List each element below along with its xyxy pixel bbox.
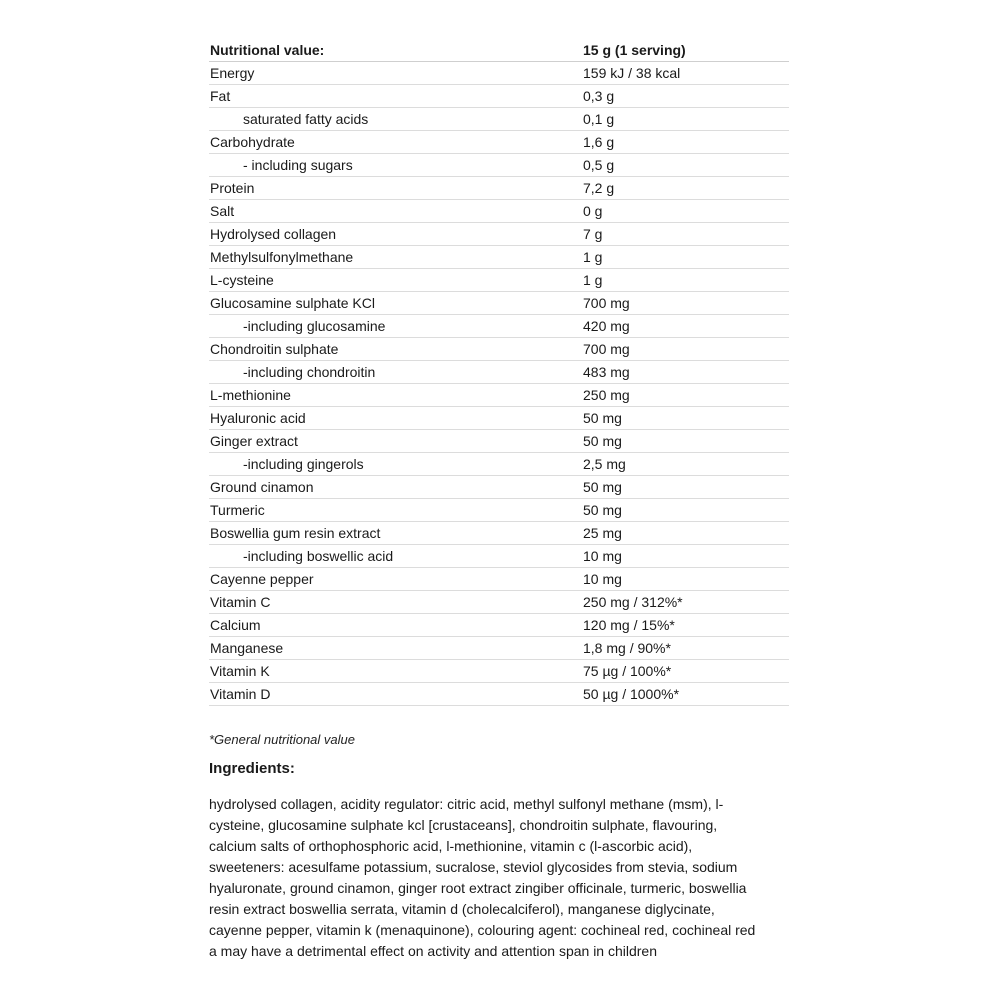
table-row bbox=[209, 476, 789, 499]
ingredients-line: a may have a detrimental effect on activity and attention span in children bbox=[209, 943, 658, 959]
nutrient-value: 50 mg bbox=[582, 499, 789, 522]
nutrient-label: - including sugars bbox=[209, 154, 582, 177]
nutrient-label: Turmeric bbox=[209, 499, 582, 522]
nutrient-value: 1,8 mg / 90%* bbox=[582, 637, 789, 660]
nutrient-value: 50 mg bbox=[582, 430, 789, 453]
nutrient-label: Ground cinamon bbox=[209, 476, 582, 499]
table-row bbox=[209, 683, 789, 706]
nutrient-label: Carbohydrate bbox=[209, 131, 582, 154]
table-row bbox=[209, 660, 789, 683]
table-row bbox=[209, 614, 789, 637]
ingredients-line: hydrolysed collagen, acidity regulator: citric acid, methyl sulfonyl methane (msm), l- bbox=[209, 796, 724, 812]
nutrient-value: 2,5 mg bbox=[582, 453, 789, 476]
ingredients-text bbox=[209, 794, 789, 962]
nutrient-label: Ginger extract bbox=[209, 430, 582, 453]
nutrient-value: 1 g bbox=[582, 246, 789, 269]
nutrient-value: 483 mg bbox=[582, 361, 789, 384]
table-header-row bbox=[209, 39, 789, 62]
header-label: Nutritional value: bbox=[209, 39, 582, 62]
table-row bbox=[209, 62, 789, 85]
nutrient-label: L-methionine bbox=[209, 384, 582, 407]
nutrient-label: Methylsulfonylmethane bbox=[209, 246, 582, 269]
table-row bbox=[209, 246, 789, 269]
nutrient-value: 7,2 g bbox=[582, 177, 789, 200]
table-row bbox=[209, 315, 789, 338]
table-row bbox=[209, 177, 789, 200]
nutrient-label: Protein bbox=[209, 177, 582, 200]
nutrient-label: Chondroitin sulphate bbox=[209, 338, 582, 361]
nutrition-document bbox=[209, 39, 789, 962]
table-row bbox=[209, 85, 789, 108]
nutrient-label: -including chondroitin bbox=[209, 361, 582, 384]
ingredients-line: hyaluronate, ground cinamon, ginger root extract zingiber officinale, turmeric, boswellia bbox=[209, 880, 747, 896]
nutrient-label: -including gingerols bbox=[209, 453, 582, 476]
table-row bbox=[209, 545, 789, 568]
nutrient-label: Vitamin K bbox=[209, 660, 582, 683]
table-row bbox=[209, 131, 789, 154]
ingredients-line: cysteine, glucosamine sulphate kcl [crustaceans], chondroitin sulphate, flavouring, bbox=[209, 817, 718, 833]
nutrient-value: 10 mg bbox=[582, 545, 789, 568]
nutrient-value: 10 mg bbox=[582, 568, 789, 591]
nutrient-value: 0 g bbox=[582, 200, 789, 223]
ingredients-line: calcium salts of orthophosphoric acid, l-methionine, vitamin c (l-ascorbic acid), bbox=[209, 838, 693, 854]
nutrient-label: Salt bbox=[209, 200, 582, 223]
table-row bbox=[209, 499, 789, 522]
table-row bbox=[209, 568, 789, 591]
nutrient-value: 50 µg / 1000%* bbox=[582, 683, 789, 706]
nutrient-label: Vitamin D bbox=[209, 683, 582, 706]
table-row bbox=[209, 338, 789, 361]
nutrient-value: 0,3 g bbox=[582, 85, 789, 108]
nutrient-value: 50 mg bbox=[582, 476, 789, 499]
table-row bbox=[209, 522, 789, 545]
nutrient-label: L-cysteine bbox=[209, 269, 582, 292]
nutrient-label: Boswellia gum resin extract bbox=[209, 522, 582, 545]
nutrient-value: 1 g bbox=[582, 269, 789, 292]
nutrient-label: Vitamin C bbox=[209, 591, 582, 614]
nutrient-label: Calcium bbox=[209, 614, 582, 637]
header-value: 15 g (1 serving) bbox=[582, 39, 789, 62]
table-row bbox=[209, 292, 789, 315]
table-row bbox=[209, 154, 789, 177]
table-row bbox=[209, 361, 789, 384]
table-row bbox=[209, 591, 789, 614]
table-row bbox=[209, 453, 789, 476]
nutrient-label: Energy bbox=[209, 62, 582, 85]
nutrient-label: Manganese bbox=[209, 637, 582, 660]
table-row bbox=[209, 407, 789, 430]
nutrient-value: 0,5 g bbox=[582, 154, 789, 177]
table-row bbox=[209, 384, 789, 407]
nutrient-value: 250 mg bbox=[582, 384, 789, 407]
nutrient-label: saturated fatty acids bbox=[209, 108, 582, 131]
nutrient-label: Glucosamine sulphate KCl bbox=[209, 292, 582, 315]
table-row bbox=[209, 430, 789, 453]
nutrient-value: 700 mg bbox=[582, 338, 789, 361]
nutrient-value: 7 g bbox=[582, 223, 789, 246]
ingredients-line: sweeteners: acesulfame potassium, sucralose, steviol glycosides from stevia, sodium bbox=[209, 859, 738, 875]
ingredients-line: cayenne pepper, vitamin k (menaquinone), colouring agent: cochineal red, cochineal red bbox=[209, 922, 756, 938]
nutrient-value: 25 mg bbox=[582, 522, 789, 545]
nutrient-value: 250 mg / 312%* bbox=[582, 591, 789, 614]
nutrition-table bbox=[209, 39, 789, 706]
table-row bbox=[209, 108, 789, 131]
table-row bbox=[209, 200, 789, 223]
nutrient-label: Hyaluronic acid bbox=[209, 407, 582, 430]
footnote: *General nutritional value bbox=[209, 732, 355, 747]
nutrient-label: Cayenne pepper bbox=[209, 568, 582, 591]
nutrient-label: -including boswellic acid bbox=[209, 545, 582, 568]
nutrient-value: 0,1 g bbox=[582, 108, 789, 131]
nutrient-label: Fat bbox=[209, 85, 582, 108]
nutrient-value: 120 mg / 15%* bbox=[582, 614, 789, 637]
nutrient-value: 420 mg bbox=[582, 315, 789, 338]
nutrient-value: 159 kJ / 38 kcal bbox=[582, 62, 789, 85]
table-row bbox=[209, 637, 789, 660]
nutrient-label: -including glucosamine bbox=[209, 315, 582, 338]
nutrient-label: Hydrolysed collagen bbox=[209, 223, 582, 246]
table-row bbox=[209, 269, 789, 292]
nutrient-value: 75 µg / 100%* bbox=[582, 660, 789, 683]
ingredients-heading: Ingredients: bbox=[209, 760, 295, 777]
nutrient-value: 50 mg bbox=[582, 407, 789, 430]
nutrient-value: 700 mg bbox=[582, 292, 789, 315]
table-row bbox=[209, 223, 789, 246]
nutrition-table-body bbox=[209, 62, 789, 706]
nutrient-value: 1,6 g bbox=[582, 131, 789, 154]
ingredients-line: resin extract boswellia serrata, vitamin d (cholecalciferol), manganese diglycinate, bbox=[209, 901, 715, 917]
